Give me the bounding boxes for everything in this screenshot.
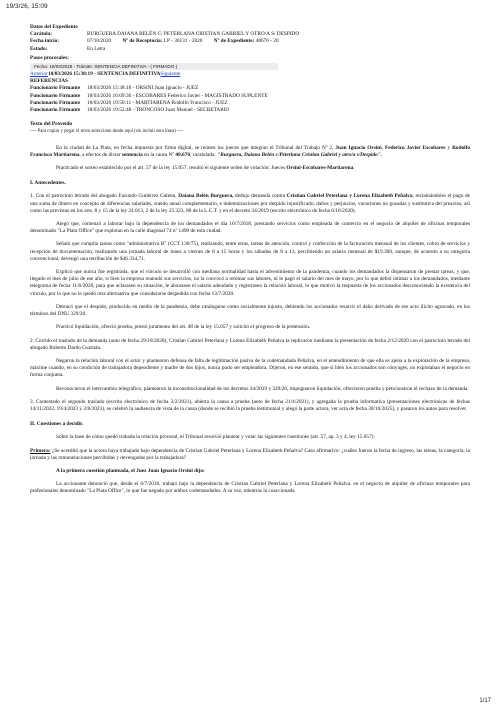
next-step-link[interactable]: Siguiente bbox=[160, 71, 181, 78]
paragraph: 3. Contestado el segundo traslado (escrito electrónico de fecha 3/2/2021), abierta la causa a prueba (auto de fecha 21/4/2021), y agregada la prueba informativa (presentaciones electrónicas de fechas 14/11/2022, 19/4/2023 y 2/8/2023), se celebró la audiencia de vista de la causa (donde se recibió la prueba testimonial y alegó la parte actora, ver acta de fecha 30/10/2025), y pasaron los autos para resolver. bbox=[30, 398, 470, 412]
estado-value: En Letra bbox=[87, 45, 106, 52]
fecha-inicio-value: 07/10/2020 bbox=[87, 38, 112, 45]
estado-label: Estado: bbox=[30, 45, 48, 52]
previous-step-link[interactable]: Anterior bbox=[30, 71, 48, 78]
firmante-label: Funcionario Firmante bbox=[30, 85, 81, 92]
proveido-title: Texto del Proveído bbox=[30, 121, 73, 128]
section-heading: I. Antecedentes. bbox=[30, 180, 66, 187]
paragraph: Negaron la relación laboral con el actor y plantearon defensa de falta de legitimación pasiva de la codemandada Peñalva, en el entendimiento de que ella es ajena a la explotación de la empresa, máxime cuando, en su condición de trabajadora dependiente y madre de dos hijos, nunca pudo ser empleadora. Dijeron, en ese sentido, que si bien los accionados son cónyuges, no explotaban el negocio en forma conjunta. bbox=[30, 357, 470, 379]
receptoria-label: Nº de Receptoría: bbox=[122, 38, 163, 45]
firmante-row bbox=[30, 107, 470, 114]
referencias-title: REFERENCIAS bbox=[30, 78, 68, 85]
paragraph: Señaló que cumplía tareas como "administrativa B" (CCT 130/75), realizando, entre otras, tareas de atención, control y confección de la facturación mensual de los clientes, cobro de servicios y recepción de documentación, realizando una jornada laboral de lunes a viernes de 8 a 15 horas y los sábados de 8 a 13, percibiendo un salario mensual de $19.300, aunque, de acuerdo a su categoría convencional, devengó una retribución de $46.334,71. bbox=[30, 241, 470, 262]
expediente-section-title: Datos del Expediente bbox=[30, 24, 78, 30]
expediente-number-label: Nº de Expediente: bbox=[213, 38, 255, 45]
paragraph: Destacó que el despido, producido en medio de la pandemia, debe catalogarse como socialmente injusto, debiendo los accionados resarcir el daño derivado de ese acto ilícito agravado, en los términos del DNU 329/20. bbox=[30, 303, 470, 318]
paragraph: Alegó que, comenzó a laborar bajo la dependencia de los demandados el día 16/7/2018, prestando servicios como empleada de comercio en el negocio de alquiler de oficinas temporales denominado "La Plata Office" que explotan en la calle diagonal 74 nº 1490 de esta ciudad. bbox=[30, 221, 470, 235]
paragraph: Primera: ¿Se acreditó que la actora haya trabajado bajo dependencia de Cristian Gabriel Peterlana y Lorena Elizabeth Peñalva? Caso afirmativo: ¿cuáles fueron la fecha de ingreso, las tareas, la categoría, la jornada y las remuneraciones percibidas y devengadas por la trabajadora? bbox=[30, 447, 470, 461]
paragraph: Reconocieron el intercambio telegráfico, plantearon la inconstitucionalidad de los decretos 34/2019 y 329/20, impugnaron liquidación, ofrecieron prueba y peticionaron el rechazo de la demanda. bbox=[56, 385, 469, 392]
paragraph: 2. Corrido el traslado de la demanda (auto de fecha 29/10/2020), Cristian Gabriel Peterlana y Lorena Elizabeth Peñalva la replicaron mediante la presentación de fecha 2/12/2020 con el patrocinio letrado del abogado Roberto Dardo Guzmán. bbox=[30, 337, 470, 351]
copy-notice: ---- Para copiar y pegar el texto seleccione desde aquí (sin incluir esta línea) ---- bbox=[30, 129, 184, 135]
fecha-inicio-label: Fecha inicio: bbox=[30, 38, 59, 45]
pasos-navigation bbox=[30, 71, 470, 78]
firmante-label: Funcionario Firmante bbox=[30, 107, 81, 114]
page-number: 1/17 bbox=[479, 698, 491, 704]
firmante-row bbox=[30, 93, 470, 100]
document-body bbox=[30, 24, 470, 496]
firmante-row bbox=[30, 85, 470, 92]
paragraph: Practicado el sorteo establecido por el art. 57 de la ley 15.057, resultó el siguiente orden de votación: Jueces Orsini-Escobares-Martiarena. bbox=[56, 165, 355, 172]
firmante-label: Funcionario Firmante bbox=[30, 99, 81, 106]
caratula-label: Carátula: bbox=[30, 31, 53, 38]
section-heading: II. Cuestiones a decidir. bbox=[30, 421, 84, 428]
firmante-value: 18/03/2026 19:50:11 - MARTIARENA Rodolfo Francisco - JUEZ bbox=[87, 99, 228, 106]
paragraph: Explicó que nunca fue registrada, que el vínculo se desarrolló con mediana normalidad hasta el advenimiento de la pandemia, cuando los demandados la dispensaron de prestar tareas, y que, llegado el mes de julio de ese año, si bien la empresa reanudó sus servicios, no la convocó a retomar sus labores, ni le pagó el salario del mes de mayo, por lo que debió intimar a los demandados, mediante telegrama de fecha 11/6/2020, para que aclarasen su situación, le abonasen el salario adeudado y registrasen la relación laboral, lo que motivó la respuesta de los accionados desconociendo la existencia del vínculo, por lo que no le quedó otra alternativa que considerarse despedida con fecha 13/7/2020. bbox=[30, 269, 470, 297]
firmante-value: 18/03/2026 16:09:36 - ESCOBARES Federico Javier - MAGISTRADO SUPLENTE bbox=[87, 92, 268, 99]
firmante-row bbox=[30, 100, 470, 107]
paragraph: 1. Con el patrocinio letrado del abogado Facundo Gutiérrez Galeno, Daiana Belén Burguera, dedujo demanda contra Cristian Gabriel Peterlana y Lorena Elizabeth Peñalva, reclamándoles el pago de una suma de dinero en concepto de diferencias salariales, sueldo anual complementario, e indemnizaciones por despido injustificado, daños y perjuicios, vacaciones no gozadas y sustitutiva del preaviso, así como las previstas en los arts. 8 y 15 de la ley 24.013, 2 de la ley 25.323, 80 de la L.C.T. y en el decreto 34/2019 (escrito electrónico de fecha 6/10/2020). bbox=[30, 193, 471, 214]
pasos-label: Pasos procesales: bbox=[30, 54, 69, 61]
firmante-value: 18/03/2026 19:52:48 - TRONCOSO Juan Manuel - SECRETARIO bbox=[87, 107, 230, 114]
caratula-row bbox=[30, 31, 470, 38]
paragraph: La accionante denunció que, desde el 6/7/2018, trabajó bajo la dependencia de Cristian Gabriel Peterlana y Lorena Elizabeth Peñalva, en el negocio de alquiler de oficinas temporales para profesionales denominado "La Plata Office", lo que fue negado por ambos codemandados. A su vez, mientras la coaccionada bbox=[30, 481, 470, 495]
caratula-value: BURGUERA DAIANA BELÉN C/ PETERLANA CRISTIAN GABRIEL Y OTRO/A S/ DESPIDO bbox=[87, 31, 300, 38]
paragraph: En la ciudad de La Plata, en fecha impuesta por firma digital, se reúnen los jueces que integran el Tribunal del Trabajo Nº 2, Juan Ignacio Orsini, Federico Javier Escobares y Rodolfo Francisco Martiarena, a efectos de dictar sentencia en la causa Nº 48.676, caratulada: "Burguera, Daiana Belén c/Peterlana Cristian Gabriel y otro/a s/Despido". bbox=[30, 144, 471, 158]
paragraph: Practicó liquidación, ofreció prueba, prestó juramento del art. 48 de la ley 15.057 y solicitó el progreso de la pretensión. bbox=[56, 324, 311, 331]
section-heading: A la primera cuestión planteada, el Juez Juan Ignacio Orsini dijo: bbox=[56, 467, 205, 474]
expediente-number-value: 48676 - 20 bbox=[255, 38, 279, 45]
receptoria-value: LP - 36131 - 2020 bbox=[163, 38, 203, 45]
pasos-select[interactable]: Fecha: 18/03/2026 - Trámite: SENTENCIA DEFINITIVA - ( FIRMADO ) bbox=[30, 63, 278, 70]
paragraph: Sobre la base de cómo quedó trabada la relación procesal, el Tribunal resolvió plantear y votar las siguientes cuestiones (art. 57, ap. 3 y 4, ley 15.057): bbox=[56, 434, 375, 441]
firmante-value: 18/03/2026 15:38:18 - ORSINI Juan Ignacio - JUEZ bbox=[87, 85, 199, 92]
print-timestamp: 19/3/26, 15:09 bbox=[6, 3, 48, 10]
current-step: 18/03/2026 15:38:19 - SENTENCIA DEFINITIVA bbox=[47, 71, 161, 78]
firmante-label: Funcionario Firmante bbox=[30, 92, 81, 99]
fecha-inicio-row bbox=[30, 38, 470, 45]
estado-row bbox=[30, 46, 470, 53]
